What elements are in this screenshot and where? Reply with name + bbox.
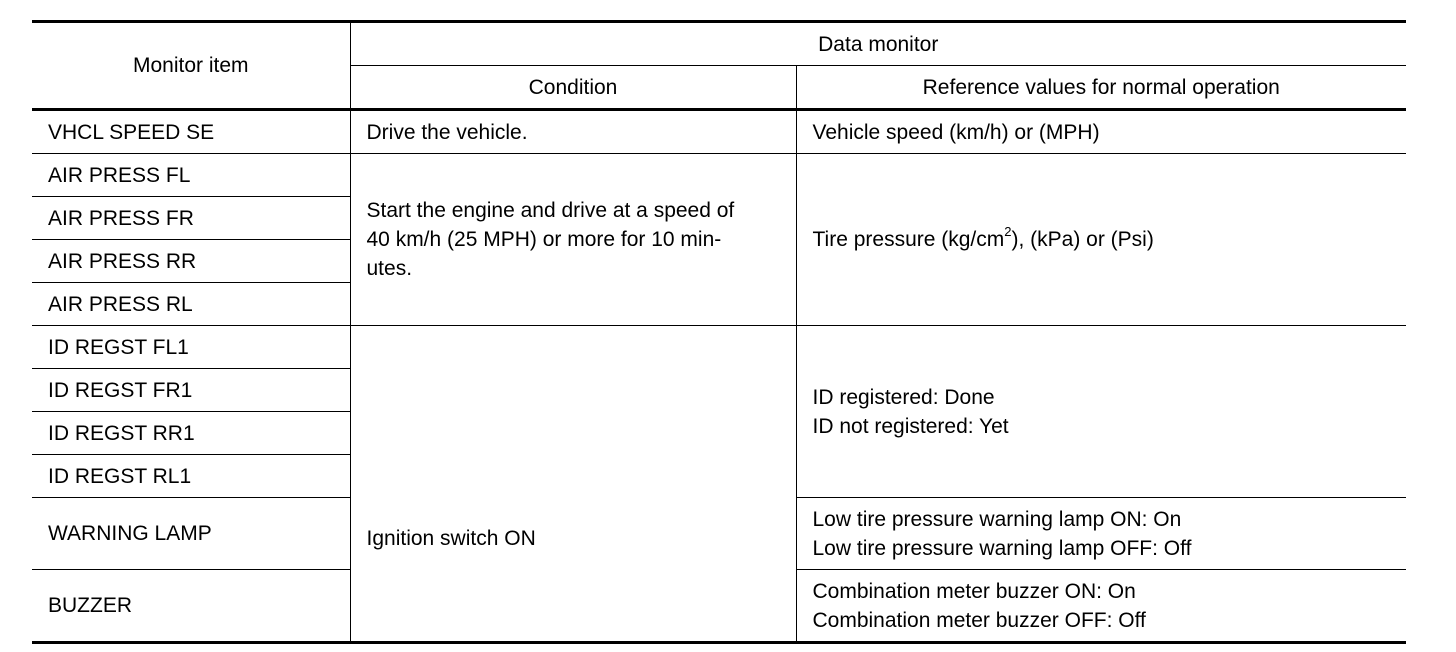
- reference-air-press-post: ), (kPa) or (Psi): [1011, 228, 1154, 251]
- reference-warning-lamp-line-2: Low tire pressure warning lamp OFF: Off: [812, 536, 1192, 560]
- condition-air-press-line-3: utes.: [366, 257, 413, 280]
- reference-buzzer: [796, 570, 1406, 643]
- reference-buzzer-line-2: Combination meter buzzer OFF: Off: [812, 608, 1146, 632]
- data-monitor-table: [32, 20, 1406, 644]
- reference-buzzer-line-1: Combination meter buzzer ON: On: [812, 579, 1136, 603]
- monitor-item-id-regst-fr1: ID REGST FR1: [32, 369, 350, 412]
- monitor-item-air-press-fl: AIR PRESS FL: [32, 154, 350, 197]
- monitor-item-air-press-rl: AIR PRESS RL: [32, 283, 350, 326]
- condition-air-press-line-2: 40 km/h (25 MPH) or more for 10 min-: [366, 228, 722, 251]
- table-row: [32, 110, 1406, 154]
- table-row: [32, 154, 1406, 197]
- condition-air-press: [350, 154, 796, 326]
- reference-header: Reference values for normal operation: [796, 66, 1406, 110]
- reference-air-press: [796, 154, 1406, 326]
- monitor-item-id-regst-rr1: ID REGST RR1: [32, 412, 350, 455]
- monitor-item-air-press-fr: AIR PRESS FR: [32, 197, 350, 240]
- monitor-item-vhcl-speed: VHCL SPEED SE: [32, 110, 350, 154]
- monitor-item-id-regst-rl1: ID REGST RL1: [32, 455, 350, 498]
- reference-air-press-sup: 2: [1004, 224, 1012, 239]
- monitor-item-buzzer: BUZZER: [32, 570, 350, 643]
- condition-vhcl-speed: Drive the vehicle.: [350, 110, 796, 154]
- condition-header: Condition: [350, 66, 796, 110]
- table-row: [32, 326, 1406, 369]
- condition-air-press-line-1: Start the engine and drive at a speed of: [366, 199, 735, 222]
- reference-id-regst-line-1: ID registered: Done: [812, 385, 995, 409]
- monitor-item-warning-lamp: WARNING LAMP: [32, 498, 350, 570]
- reference-air-press-pre: Tire pressure (kg/cm: [812, 228, 1005, 251]
- reference-id-regst-line-2: ID not registered: Yet: [812, 414, 1009, 438]
- reference-id-regst: [796, 326, 1406, 498]
- monitor-item-id-regst-fl1: ID REGST FL1: [32, 326, 350, 369]
- monitor-item-air-press-rr: AIR PRESS RR: [32, 240, 350, 283]
- reference-warning-lamp: [796, 498, 1406, 570]
- table-header-row-1: [32, 22, 1406, 66]
- monitor-item-header: Monitor item: [32, 22, 350, 110]
- reference-warning-lamp-line-1: Low tire pressure warning lamp ON: On: [812, 507, 1182, 531]
- condition-ignition: Ignition switch ON: [350, 326, 796, 643]
- reference-vhcl-speed: Vehicle speed (km/h) or (MPH): [796, 110, 1406, 154]
- data-monitor-header: Data monitor: [350, 22, 1406, 66]
